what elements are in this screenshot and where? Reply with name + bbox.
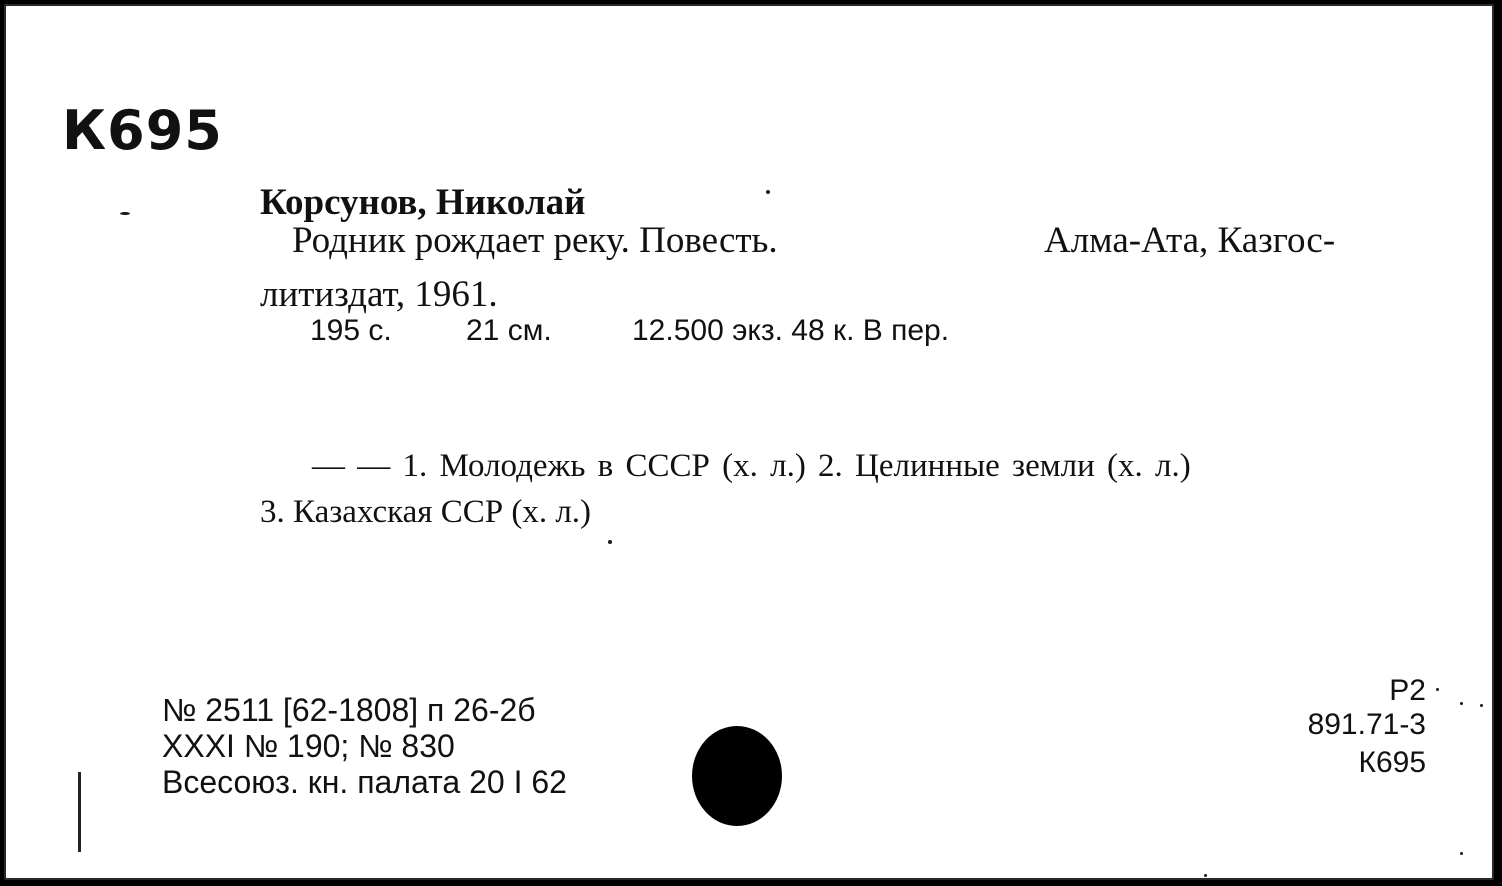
classification-line-3: К695	[1358, 746, 1426, 779]
page-count: 195 с.	[310, 314, 392, 347]
speck	[1460, 852, 1463, 855]
catalog-card	[4, 4, 1494, 880]
call-number: К695	[62, 99, 223, 162]
speck	[766, 190, 770, 194]
speck	[1460, 702, 1463, 705]
speck	[1480, 704, 1483, 707]
publication-place: Алма-Ата, Казгос-	[1044, 220, 1336, 261]
speck	[1204, 874, 1207, 877]
copies-price: 12.500 экз. 48 к. В пер.	[632, 314, 950, 347]
speck	[1436, 688, 1439, 691]
punch-hole	[692, 726, 782, 826]
classification-line-1: Р2	[1389, 674, 1426, 707]
registry-line-2: XXXI № 190; № 830	[162, 728, 455, 764]
book-size: 21 см.	[466, 314, 552, 347]
left-edge-mark	[78, 772, 81, 852]
classification-line-2: 891.71-3	[1307, 708, 1426, 741]
registry-line-3: Всесоюз. кн. палата 20 I 62	[162, 764, 567, 800]
publication-year: литиздат, 1961.	[260, 274, 498, 315]
book-title: Родник рождает реку. Повесть.	[292, 220, 778, 261]
speck	[608, 540, 612, 544]
speck	[120, 212, 130, 215]
registry-line-1: № 2511 [62-1808] п 26-2б	[162, 692, 536, 728]
author-heading: Корсунов, Николай	[260, 182, 586, 223]
subject-tracing-line-2: 3. Казахская ССР (х. л.)	[260, 494, 592, 530]
subject-tracing-line-1: — — 1. Молодежь в СССР (х. л.) 2. Целинные земли (х. л.)	[312, 448, 1191, 484]
